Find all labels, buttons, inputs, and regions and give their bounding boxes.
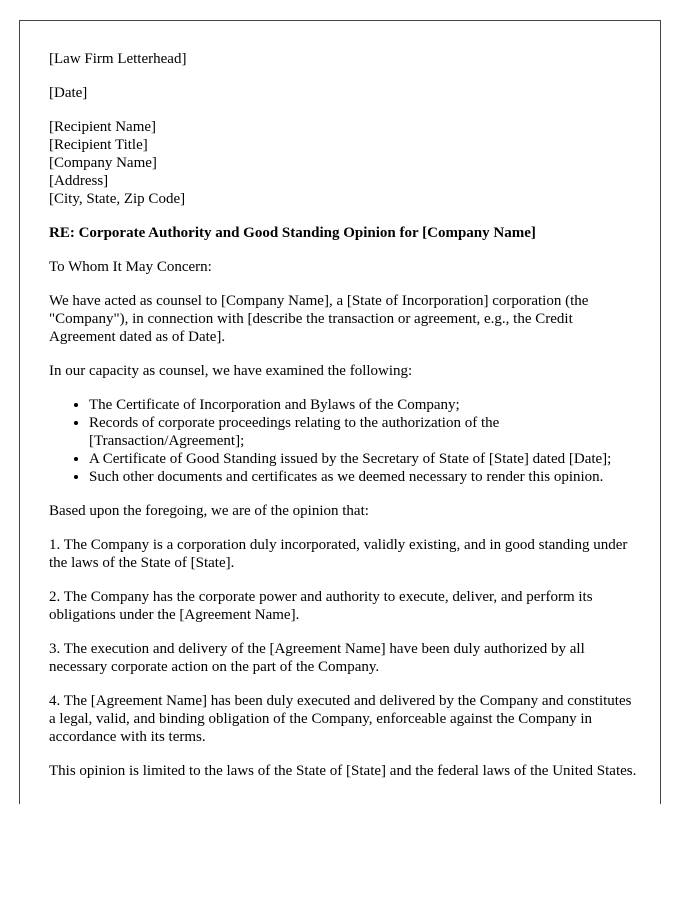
salutation: To Whom It May Concern:: [49, 259, 212, 275]
recipient-city-state-zip: [City, State, Zip Code]: [49, 191, 186, 207]
opinion-2: 2. The Company has the corporate power and authority to execute, deliver, and perform its obligations under the [Agreement Name].: [49, 589, 593, 623]
subject-line: RE: Corporate Authority and Good Standing Opinion for [Company Name]: [49, 225, 536, 241]
letter-date: [Date]: [49, 85, 88, 101]
list-item: • The Certificate of Incorporation and Bylaws of the Company;: [89, 396, 639, 414]
list-item: • Such other documents and certificates as we deemed necessary to render this opinion.: [89, 468, 639, 486]
opinion-1: 1. The Company is a corporation duly incorporated, validly existing, and in good standing under the laws of the State of [State].: [49, 537, 628, 571]
limitation-paragraph: This opinion is limited to the laws of the State of [State] and the federal laws of the United States.: [49, 763, 637, 779]
recipient-name: [Recipient Name]: [49, 119, 157, 135]
letterhead: [Law Firm Letterhead]: [49, 51, 187, 67]
intro-paragraph: We have acted as counsel to [Company Name], a [State of Incorporation] corporation (the "Company"), in connection with [describe the transaction or agreement, e.g., the Credit Agreement dated as of Date].: [49, 293, 589, 345]
recipient-title: [Recipient Title]: [49, 137, 148, 153]
letter-body: [49, 50, 639, 796]
recipient-company: [Company Name]: [49, 155, 157, 171]
opinion-intro: Based upon the foregoing, we are of the opinion that:: [49, 503, 369, 519]
opinion-4: 4. The [Agreement Name] has been duly executed and delivered by the Company and constitutes a legal, valid, and binding obligation of the Company, enforceable against the Company in accordance with its terms.: [49, 693, 632, 745]
examined-intro: In our capacity as counsel, we have examined the following:: [49, 363, 413, 379]
list-item: • Records of corporate proceedings relating to the authorization of the [Transaction/Agreement];: [89, 414, 639, 450]
list-item: • A Certificate of Good Standing issued by the Secretary of State of [State] dated [Date];: [89, 450, 639, 468]
examined-documents-list: [49, 396, 639, 486]
letter-page: [19, 20, 661, 804]
recipient-block: [49, 118, 639, 208]
opinion-3: 3. The execution and delivery of the [Agreement Name] have been duly authorized by all necessary corporate action on the part of the Company.: [49, 641, 585, 675]
recipient-address: [Address]: [49, 173, 109, 189]
